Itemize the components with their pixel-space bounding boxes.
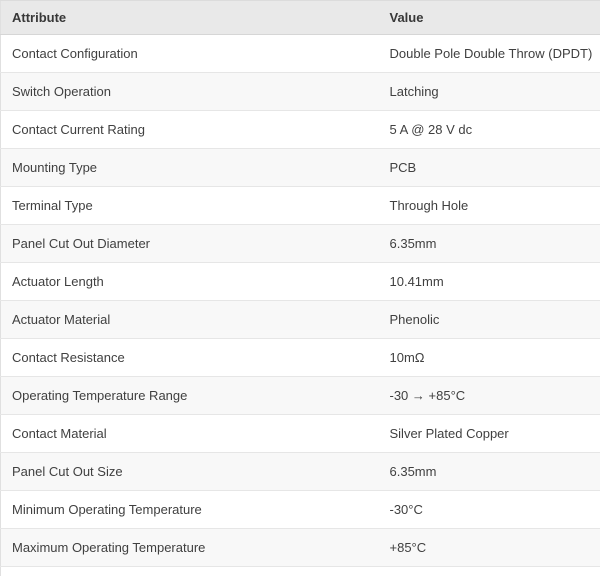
value-cell: Double Pole Double Throw (DPDT) — [379, 35, 600, 73]
attribute-cell: Mounting Type — [1, 149, 379, 187]
attribute-cell: Maximum Operating Temperature — [1, 529, 379, 567]
table-row — [1, 35, 600, 73]
attribute-cell: Switch Operation — [1, 73, 379, 111]
attribute-cell: Contact Material — [1, 415, 379, 453]
column-header-attribute: Attribute — [1, 1, 379, 35]
table-row — [1, 415, 600, 453]
value-cell: +85°C — [379, 529, 600, 567]
spec-table-body — [1, 35, 600, 576]
attribute-cell: Operating Temperature Range — [1, 377, 379, 415]
table-row — [1, 377, 600, 415]
value-cell — [379, 567, 600, 576]
value-cell: Latching — [379, 73, 600, 111]
value-cell: Silver Plated Copper — [379, 415, 600, 453]
table-row — [1, 149, 600, 187]
attribute-cell: Contact Current Rating — [1, 111, 379, 149]
table-row — [1, 301, 600, 339]
attribute-cell — [1, 567, 379, 576]
value-cell: 5 A @ 28 V dc — [379, 111, 600, 149]
value-cell: Through Hole — [379, 187, 600, 225]
value-cell: 6.35mm — [379, 225, 600, 263]
attribute-cell: Terminal Type — [1, 187, 379, 225]
attribute-cell: Panel Cut Out Diameter — [1, 225, 379, 263]
value-cell: Phenolic — [379, 301, 600, 339]
spec-table-header — [1, 1, 600, 35]
value-cell: 10mΩ — [379, 339, 600, 377]
column-header-value: Value — [379, 1, 600, 35]
value-cell: PCB — [379, 149, 600, 187]
value-cell: 6.35mm — [379, 453, 600, 491]
table-row-partial — [1, 567, 600, 576]
value-cell: -30 → +85°C — [379, 377, 600, 415]
header-row — [1, 1, 600, 35]
table-row — [1, 453, 600, 491]
value-cell: 10.41mm — [379, 263, 600, 301]
table-row — [1, 187, 600, 225]
table-row — [1, 263, 600, 301]
table-row — [1, 111, 600, 149]
table-row — [1, 339, 600, 377]
table-row — [1, 73, 600, 111]
value-cell: -30°C — [379, 491, 600, 529]
attribute-cell: Actuator Length — [1, 263, 379, 301]
attribute-cell: Contact Configuration — [1, 35, 379, 73]
attribute-cell: Minimum Operating Temperature — [1, 491, 379, 529]
attribute-cell: Contact Resistance — [1, 339, 379, 377]
table-row — [1, 491, 600, 529]
table-row — [1, 225, 600, 263]
table-row — [1, 529, 600, 567]
attribute-cell: Panel Cut Out Size — [1, 453, 379, 491]
attribute-cell: Actuator Material — [1, 301, 379, 339]
